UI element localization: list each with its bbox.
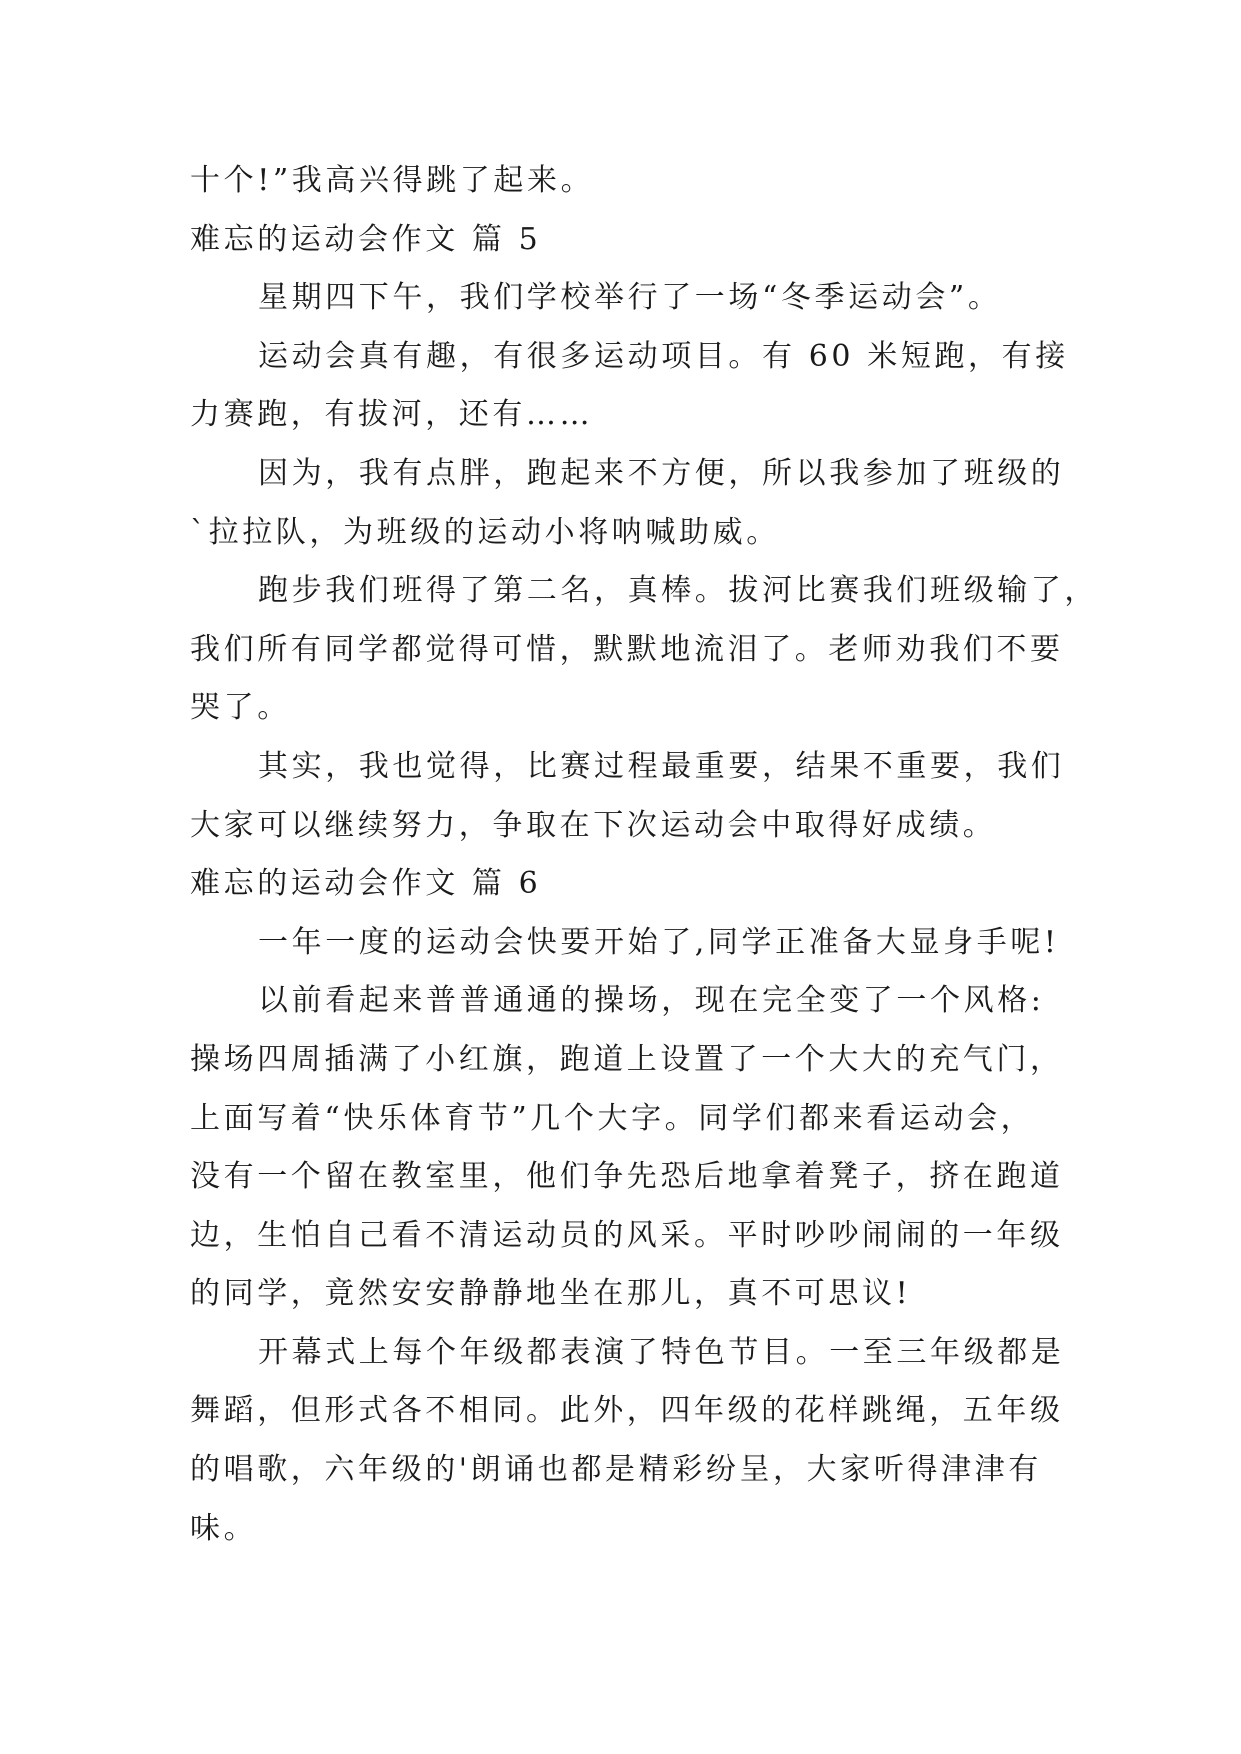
essay-text-block [190, 152, 1098, 1558]
text-line: 哭了。 [190, 690, 291, 726]
text-line: 力赛跑，有拔河，还有…… [190, 397, 594, 433]
text-line: `拉拉队，为班级的运动小将呐喊助威。 [190, 514, 780, 550]
text-line: 十个!”我高兴得跳了起来。 [190, 163, 595, 198]
text-line: 边，生怕自己看不清运动员的风采。平时吵吵闹闹的一年级 [190, 1217, 1064, 1253]
text-line: 舞蹈，但形式各不相同。此外，四年级的花样跳绳，五年级 [190, 1393, 1064, 1429]
text-line: 操场四周插满了小红旗，跑道上设置了一个大大的充气门， [190, 1041, 1064, 1077]
text-line: 没有一个留在教室里，他们争先恐后地拿着凳子，挤在跑道 [190, 1159, 1064, 1195]
text-line: 味。 [190, 1510, 258, 1546]
text-line: 大家可以继续努力，争取在下次运动会中取得好成绩。 [190, 807, 997, 843]
text-line: 运动会真有趣，有很多运动项目。有 60 米短跑，有接 [258, 338, 1069, 374]
text-line: 星期四下午，我们学校举行了一场“冬季运动会”。 [258, 280, 1002, 316]
text-line: 我们所有同学都觉得可惜，默默地流泪了。老师劝我们不要 [190, 631, 1064, 667]
text-line: 的唱歌，六年级的'朗诵也都是精彩纷呈，大家听得津津有 [190, 1452, 1042, 1488]
section-heading-6: 难忘的运动会作文 篇 6 [190, 866, 542, 902]
text-line: 跑步我们班得了第二名，真棒。拔河比赛我们班级输了， [258, 573, 1098, 609]
text-line: 开幕式上每个年级都表演了特色节目。一至三年级都是 [258, 1334, 1065, 1370]
text-line: 因为，我有点胖，跑起来不方便，所以我参加了班级的 [258, 455, 1065, 491]
text-line: 的同学，竟然安安静静地坐在那儿，真不可思议! [190, 1276, 912, 1312]
text-line: 其实，我也觉得，比赛过程最重要，结果不重要，我们 [258, 748, 1065, 784]
text-line: 上面写着“快乐体育节”几个大字。同学们都来看运动会， [190, 1100, 1035, 1136]
text-line: 一年一度的运动会快要开始了,同学正准备大显身手呢! [258, 924, 1060, 960]
text-line: 以前看起来普普通通的操场，现在完全变了一个风格: [258, 983, 1045, 1019]
section-heading-5: 难忘的运动会作文 篇 5 [190, 221, 542, 257]
